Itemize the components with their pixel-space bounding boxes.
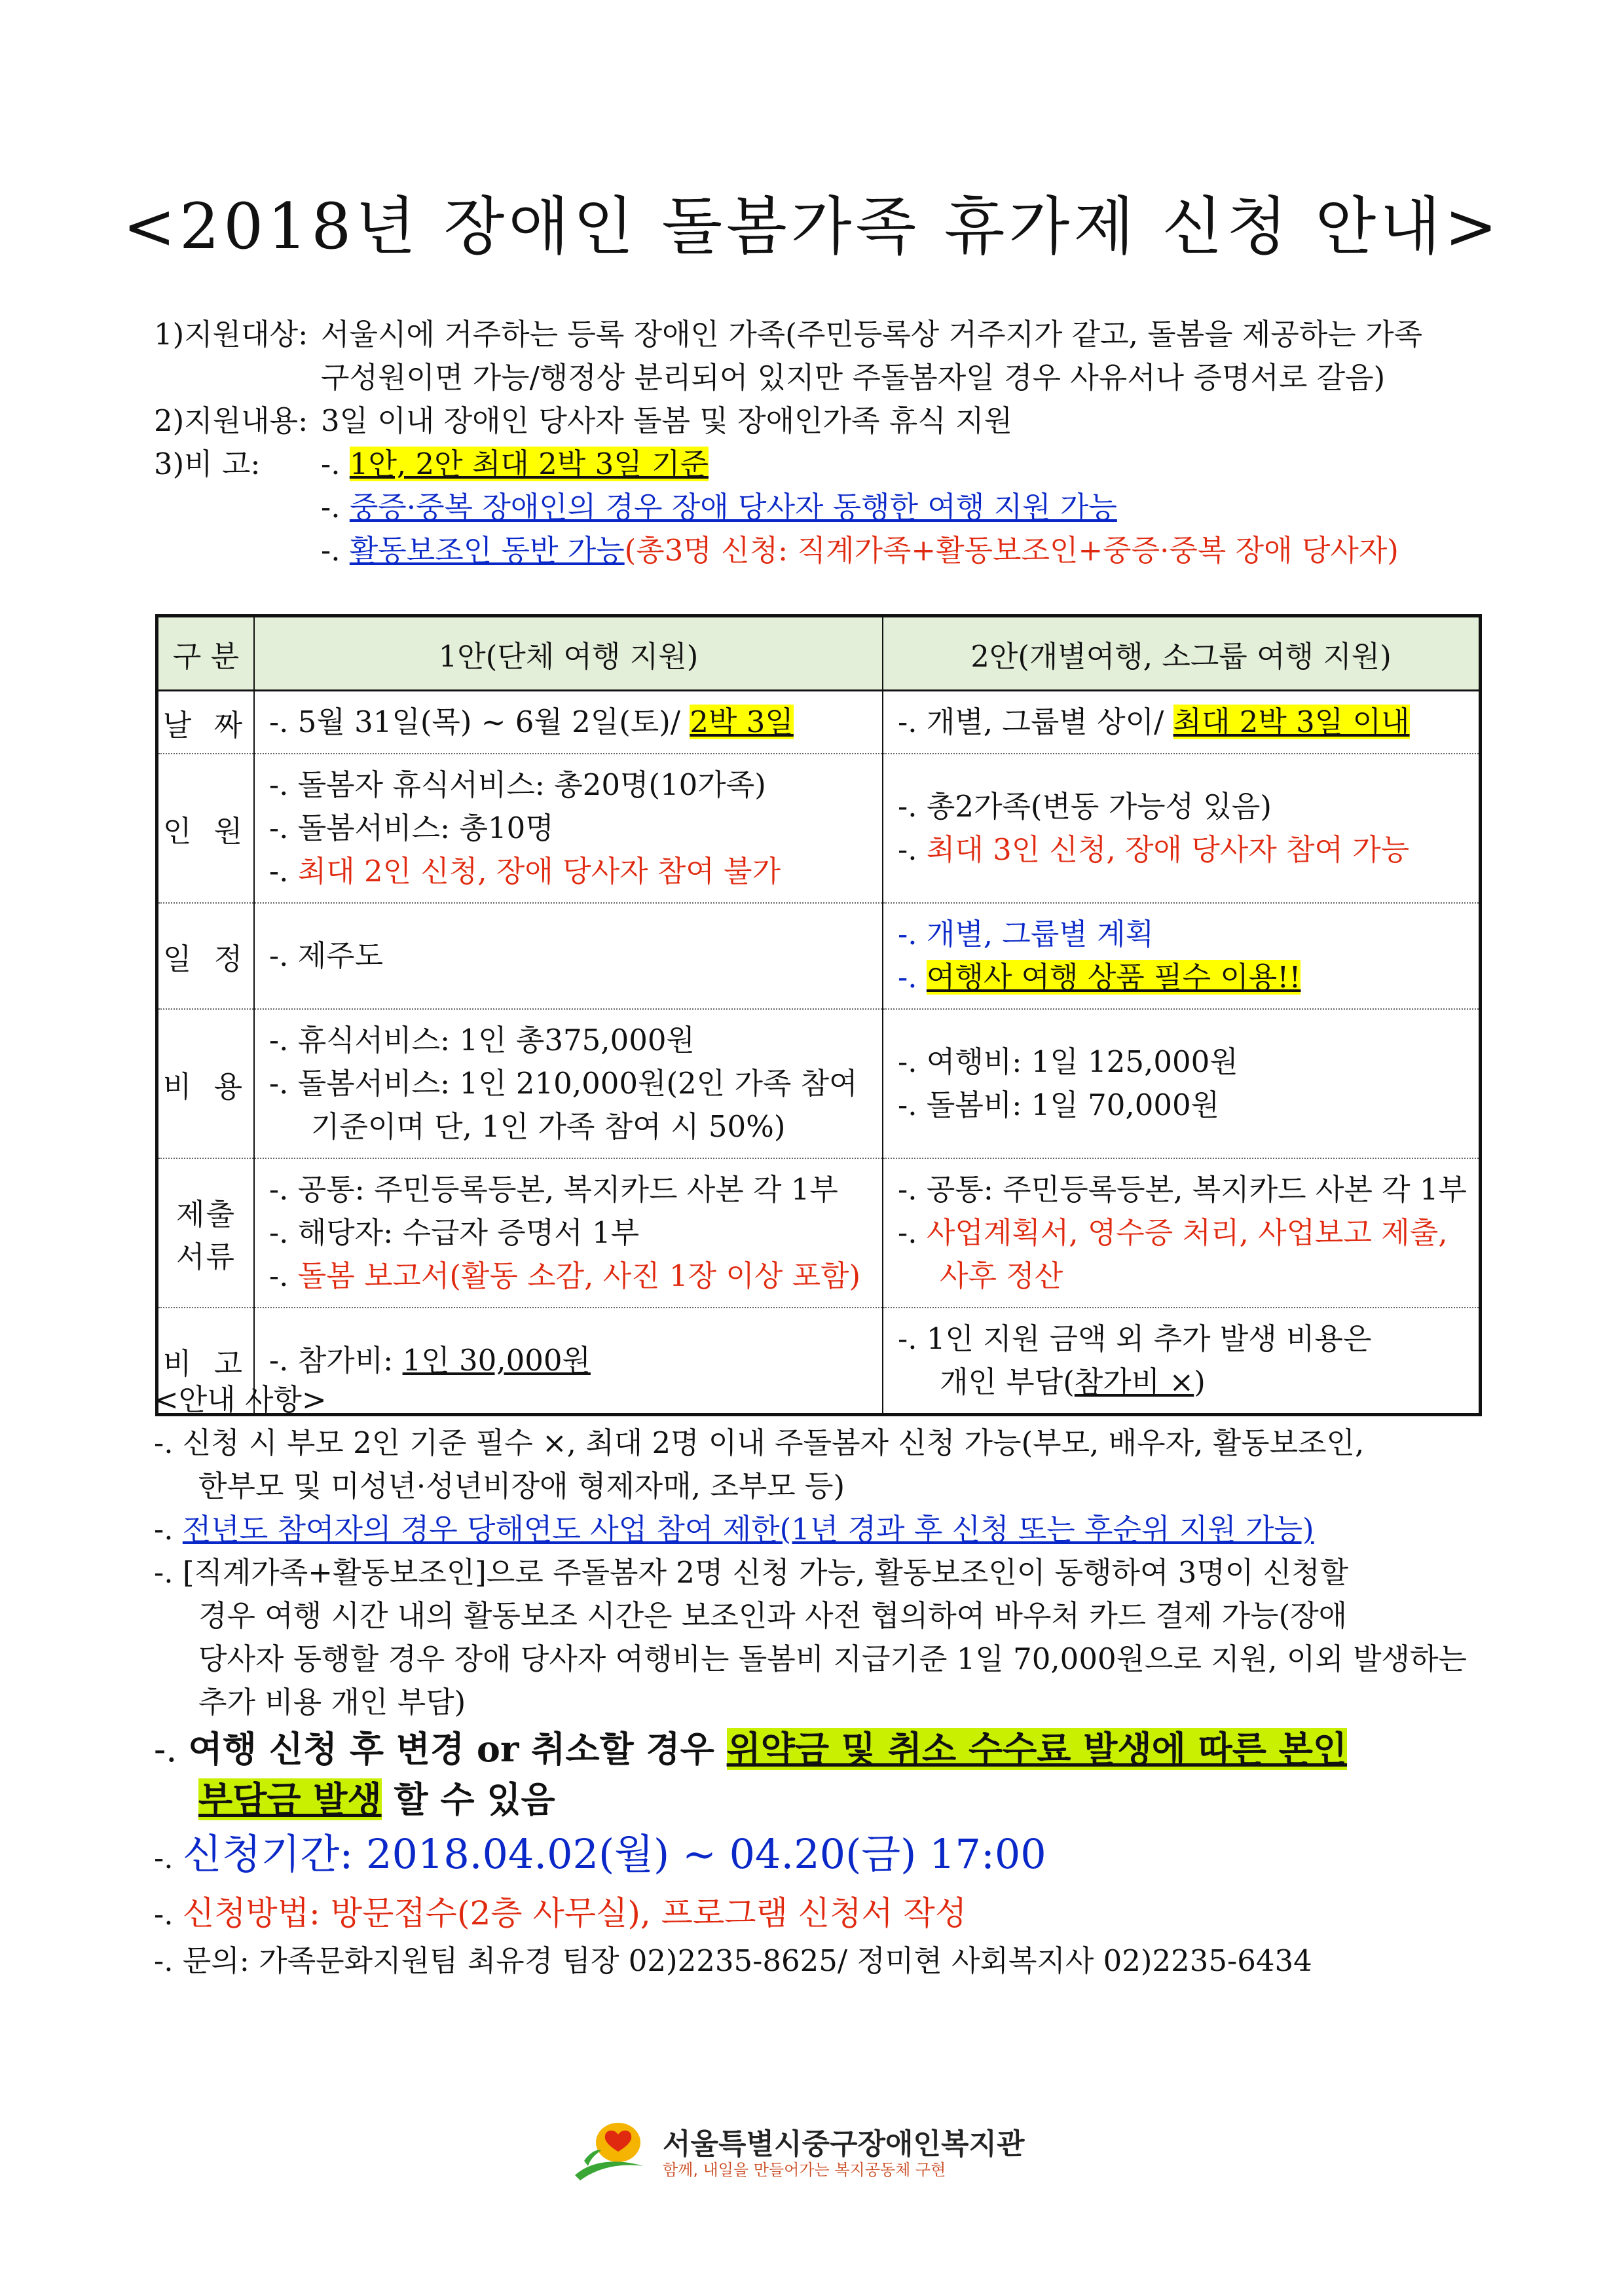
remark-1-prefix: -. — [321, 447, 350, 481]
notice-4-line-2 — [154, 1774, 1490, 1824]
table-row-date — [157, 691, 1481, 754]
support-target-row — [154, 313, 1483, 356]
support-target-row-2 — [154, 356, 1483, 399]
table-header-row — [157, 616, 1481, 691]
note-plan-2-line-2-a: 개인 부담( — [940, 1365, 1075, 1399]
people-plan-1-line-3-prefix: -. — [268, 854, 298, 889]
remark-2-text: 중증·중복 장애인의 경우 장애 당사자 동행한 여행 지원 가능 — [349, 490, 1117, 524]
schedule-plan-1 — [254, 903, 883, 1009]
row-label-schedule: 일 정 — [157, 903, 254, 1009]
cost-plan-2 — [883, 1009, 1480, 1158]
header-plan-1: 1안(단체 여행 지원) — [254, 616, 883, 691]
remark-row-3 — [154, 529, 1483, 572]
date-plan-1 — [254, 691, 883, 754]
row-label-date: 날 짜 — [157, 691, 254, 754]
cost-plan-1 — [254, 1009, 883, 1158]
table-row-cost — [157, 1009, 1481, 1158]
date-plan-1-highlight: 2박 3일 — [690, 705, 794, 739]
cost-plan-1-line-1: -. 휴식서비스: 1인 총375,000원 — [268, 1023, 695, 1057]
notice-4-text-c: 부담금 발생 — [198, 1778, 382, 1820]
notice-6-prefix: -. — [154, 1897, 183, 1932]
notice-5-prefix: -. — [154, 1841, 183, 1875]
people-plan-2-line-2-prefix: -. — [898, 832, 927, 867]
support-target-text: 서울시에 거주하는 등록 장애인 가족(주민등록상 거주지가 같고, 돌봄을 제공하는 가족 — [321, 317, 1423, 352]
remark-2-prefix: -. — [321, 490, 350, 524]
documents-plan-1 — [254, 1158, 883, 1308]
row-label-documents — [157, 1158, 254, 1308]
documents-plan-2-line-2 — [898, 1211, 1467, 1255]
schedule-plan-2-line-2-prefix: -. — [898, 960, 927, 995]
people-plan-2-line-2 — [898, 828, 1467, 872]
remark-3-text-b: (총3명 신청: 직계가족+활동보조인+중증·중복 장애 당사자) — [624, 533, 1399, 568]
remark-3 — [154, 529, 1399, 572]
notice-4-text-b: 위약금 및 취소 수수료 발생에 따른 본인 — [726, 1728, 1348, 1770]
organization-slogan: 함께, 내일을 만들어가는 복지공동체 구현 — [663, 2161, 946, 2179]
remark-row-1 — [154, 443, 1483, 486]
footer-logo — [571, 2115, 1056, 2187]
row-label-documents-line-2: 서류 — [175, 1239, 236, 1274]
notice-3-line-4: 추가 비용 개인 부담) — [198, 1685, 466, 1719]
documents-plan-1-line-3-text: 돌봄 보고서(활동 소감, 사진 1장 이상 포함) — [297, 1258, 861, 1293]
remark-1 — [321, 443, 709, 486]
header-plan-2: 2안(개별여행, 소그룹 여행 지원) — [883, 616, 1480, 691]
remark-3-prefix: -. — [321, 533, 350, 568]
intro-section — [154, 313, 1483, 572]
note-plan-2-line-2-b: 참가비 × — [1074, 1365, 1194, 1399]
notice-7: -. 문의: 가족문화지원팀 최유경 팀장 02)2235-8625/ 정미현 사회복지사 02)2235-6434 — [154, 1943, 1312, 1978]
note-plan-2-line-1: -. 1인 지원 금액 외 추가 발생 비용은 — [898, 1321, 1372, 1356]
people-plan-1-line-3 — [269, 850, 870, 893]
documents-plan-2 — [883, 1158, 1480, 1308]
table-row-schedule — [157, 903, 1481, 1009]
notice-3-line-2: 경우 여행 시간 내의 활동보조 시간은 보조인과 사전 협의하여 바우처 카드 결제 가능(장애 — [198, 1598, 1348, 1633]
remark-2 — [154, 486, 1117, 529]
date-plan-2 — [883, 691, 1480, 754]
program-comparison-table — [155, 614, 1482, 1416]
people-plan-1 — [254, 754, 883, 903]
documents-plan-2-line-1: -. 공통: 주민등록등본, 복지카드 사본 각 1부 — [898, 1172, 1467, 1207]
row-label-people: 인 원 — [157, 754, 254, 903]
schedule-plan-2-line-1: -. 개별, 그룹별 계획 — [898, 917, 1154, 951]
remark-label: 3)비 고: — [154, 447, 261, 481]
schedule-plan-2-line-2-text: 여행사 여행 상품 필수 이용!! — [926, 960, 1301, 995]
notice-2 — [154, 1508, 1490, 1551]
schedule-plan-1-text: -. 제주도 — [268, 938, 384, 973]
notice-4-line-1 — [154, 1724, 1490, 1774]
notice-4-prefix: -. — [154, 1729, 189, 1770]
documents-plan-1-line-1: -. 공통: 주민등록등본, 복지카드 사본 각 1부 — [268, 1172, 838, 1207]
notice-1-line-1: -. 신청 시 부모 2인 기준 필수 ×, 최대 2명 이내 주돌봄자 신청 가능(부모, 배우자, 활동보조인, — [154, 1425, 1365, 1460]
notice-1-line-2: 한부모 및 미성년·성년비장애 형제자매, 조부모 등) — [198, 1469, 845, 1503]
support-target-label: 1)지원대상: — [154, 317, 308, 352]
support-content-text: 3일 이내 장애인 당사자 돌봄 및 장애인가족 휴식 지원 — [321, 403, 1012, 438]
notice-5-text: 신청기간: 2018.04.02(월) ~ 04.20(금) 17:00 — [182, 1830, 1046, 1878]
documents-plan-1-line-2: -. 해당자: 수급자 증명서 1부 — [268, 1215, 640, 1250]
note-plan-1-highlight: 1인 30,000원 — [402, 1343, 591, 1378]
row-label-note: 비 고 — [157, 1308, 254, 1415]
note-plan-1-text: -. 참가비: — [268, 1343, 403, 1378]
support-target-text-2: 구성원이면 가능/행정상 분리되어 있지만 주돌봄자일 경우 사유서나 증명서로 갈음) — [321, 360, 1386, 395]
schedule-plan-2 — [883, 903, 1480, 1009]
support-content-label: 2)지원내용: — [154, 403, 308, 438]
notice-5 — [154, 1824, 1490, 1888]
cost-plan-2-line-2: -. 돌봄비: 1일 70,000원 — [898, 1088, 1220, 1122]
note-plan-2-line-2-c: ) — [1194, 1365, 1206, 1399]
documents-plan-2-line-2-text: 사업계획서, 영수증 처리, 사업보고 제출, — [926, 1215, 1448, 1250]
page-title: <2018년 장애인 돌봄가족 휴가제 신청 안내> — [122, 190, 1502, 263]
schedule-plan-2-line-2 — [898, 956, 1467, 999]
organization-logo-icon — [571, 2115, 656, 2187]
notice-3-line-3: 당사자 동행할 경우 장애 당사자 여행비는 돌봄비 지급기준 1일 70,000원으로 지원, 이외 발생하는 — [198, 1642, 1467, 1676]
documents-plan-2-line-3: 사후 정산 — [940, 1258, 1063, 1293]
notice-4-text-a: 여행 신청 후 변경 or 취소할 경우 — [188, 1728, 727, 1770]
notice-2-prefix: -. — [154, 1512, 183, 1547]
documents-plan-1-line-3-prefix: -. — [268, 1258, 298, 1293]
notice-4-text-d: 할 수 있음 — [381, 1778, 555, 1820]
support-content-row — [154, 399, 1483, 443]
notice-heading: <안내 사항> — [154, 1382, 327, 1417]
date-plan-1-text: -. 5월 31일(목) ~ 6월 2일(토)/ — [268, 705, 690, 739]
remark-row-2 — [154, 486, 1483, 529]
notice-section — [154, 1378, 1490, 1983]
notice-3-line-1: -. [직계가족+활동보조인]으로 주돌봄자 2명 신청 가능, 활동보조인이 동행하여 3명이 신청할 — [154, 1555, 1349, 1590]
remark-3-text-a: 활동보조인 동반 가능 — [349, 533, 625, 568]
organization-name: 서울특별시중구장애인복지관 — [663, 2127, 1025, 2161]
row-label-cost: 비 용 — [157, 1009, 254, 1158]
documents-plan-2-line-2-prefix: -. — [898, 1215, 927, 1250]
cost-plan-1-line-2: -. 돌봄서비스: 1인 210,000원(2인 가족 참여 — [268, 1066, 858, 1101]
people-plan-2 — [883, 754, 1480, 903]
cost-plan-2-line-1: -. 여행비: 1일 125,000원 — [898, 1044, 1238, 1079]
row-label-documents-line-1: 제출 — [175, 1197, 236, 1232]
cost-plan-1-line-3: 기준이며 단, 1인 가족 참여 시 50%) — [310, 1109, 786, 1144]
people-plan-1-line-1: -. 돌봄자 휴식서비스: 총20명(10가족) — [268, 767, 766, 802]
people-plan-2-line-2-text: 최대 3인 신청, 장애 당사자 참여 가능 — [926, 832, 1410, 867]
notice-2-text: 전년도 참여자의 경우 당해연도 사업 참여 제한(1년 경과 후 신청 또는 후순위 지원 가능) — [182, 1512, 1314, 1547]
people-plan-1-line-3-text: 최대 2인 신청, 장애 당사자 참여 불가 — [297, 854, 781, 889]
table-row-documents — [157, 1158, 1481, 1308]
documents-plan-1-line-3 — [269, 1255, 870, 1298]
header-category: 구 분 — [157, 616, 254, 691]
date-plan-2-text: -. 개별, 그룹별 상이/ — [898, 705, 1173, 739]
remark-1-text: 1안, 2안 최대 2박 3일 기준 — [349, 447, 709, 481]
notice-6 — [154, 1888, 1490, 1939]
people-plan-1-line-2: -. 돌봄서비스: 총10명 — [268, 811, 554, 845]
people-plan-2-line-1: -. 총2가족(변동 가능성 있음) — [898, 789, 1272, 824]
table-row-people — [157, 754, 1481, 903]
notice-6-text: 신청방법: 방문접수(2층 사무실), 프로그램 신청서 작성 — [182, 1894, 967, 1932]
date-plan-2-highlight: 최대 2박 3일 이내 — [1173, 705, 1410, 739]
